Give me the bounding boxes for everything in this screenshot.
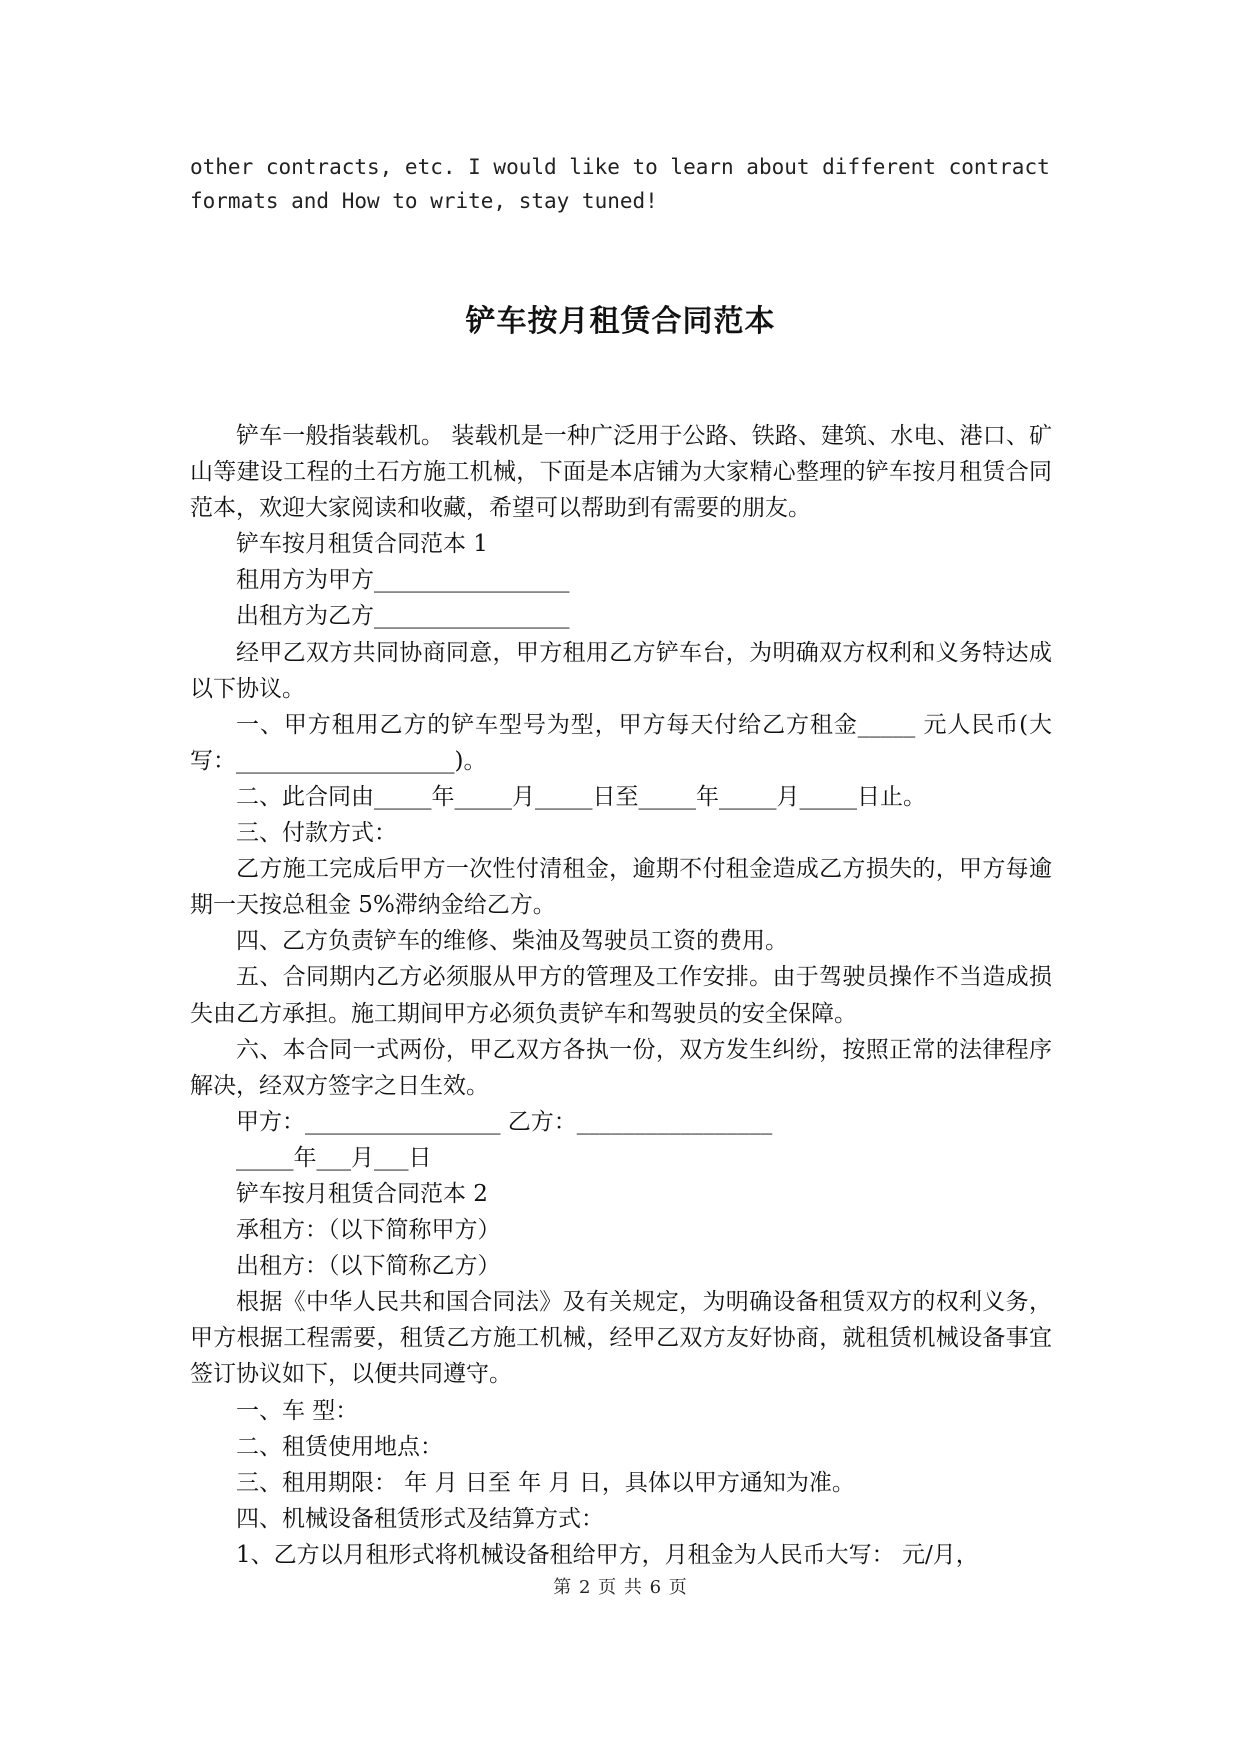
tenant-line: 承租方：（以下简称甲方） xyxy=(236,1217,501,1244)
signature-line: 甲方：_________________ 乙方：_________________ xyxy=(236,1108,773,1135)
date-line: _____年___月___日 xyxy=(236,1144,432,1171)
english-line-1: other contracts, etc. I would like to learn about different contract xyxy=(190,155,1050,179)
clause-5: 五、合同期内乙方必须服从甲方的管理及工作安排。由于驾驶员操作不当造成损失由乙方承担。施工期间甲方必须负责铲车和驾驶员的安全保障。 xyxy=(190,964,1052,1027)
item-settlement: 四、机械设备租赁形式及结算方式： xyxy=(236,1505,604,1532)
contract-body xyxy=(190,418,1052,1573)
lessee-line: 租用方为甲方_________________ xyxy=(236,567,570,594)
clause-4: 四、乙方负责铲车的维修、柴油及驾驶员工资的费用。 xyxy=(236,928,788,955)
clause-3-heading: 三、付款方式： xyxy=(236,820,397,847)
item-location: 二、租赁使用地点： xyxy=(236,1433,443,1460)
english-line-2: formats and How to write, stay tuned! xyxy=(190,189,658,213)
clause-1: 一、甲方租用乙方的铲车型号为型，甲方每天付给乙方租金_____ 元人民币(大写：___________________)。 xyxy=(190,711,1052,774)
clause-2: 二、此合同由_____年_____月_____日至_____年_____月_____日止。 xyxy=(236,783,926,810)
page-footer: 第 2 页 共 6 页 xyxy=(553,1577,688,1598)
landlord-line: 出租方：（以下简称乙方） xyxy=(236,1253,501,1280)
item-vehicle-type: 一、车 型： xyxy=(236,1397,359,1424)
legal-basis-paragraph: 根据《中华人民共和国合同法》及有关规定，为明确设备租赁双方的权利义务，甲方根据工程需要，租赁乙方施工机械，经甲乙双方友好协商，就租赁机械设备事宜签订协议如下，以便共同遵守。 xyxy=(190,1289,1052,1388)
clause-6: 六、本合同一式两份，甲乙双方各执一份，双方发生纠纷，按照正常的法律程序解决，经双方签字之日生效。 xyxy=(190,1036,1052,1099)
intro-paragraph: 铲车一般指装载机。 装载机是一种广泛用于公路、铁路、建筑、水电、港口、矿山等建设工程的土石方施工机械，下面是本店铺为大家精心整理的铲车按月租赁合同范本，欢迎大家阅读和收藏，希望可以帮助到有需要的朋友。 xyxy=(190,423,1052,522)
sample-2-heading: 铲车按月租赁合同范本 2 xyxy=(236,1180,488,1207)
document-title: 铲车按月租赁合同范本 xyxy=(465,304,776,339)
sample-1-heading: 铲车按月租赁合同范本 1 xyxy=(236,531,488,558)
item-term: 三、租用期限： 年 月 日至 年 月 日，具体以甲方通知为准。 xyxy=(236,1469,855,1496)
clause-3-body: 乙方施工完成后甲方一次性付清租金，逾期不付租金造成乙方损失的，甲方每逾期一天按总租金 5%滞纳金给乙方。 xyxy=(190,856,1052,919)
item-monthly-rent: 1、乙方以月租形式将机械设备租给甲方，月租金为人民币大写： 元/月， xyxy=(236,1541,979,1568)
english-intro xyxy=(190,150,1070,218)
agreement-paragraph: 经甲乙双方共同协商同意，甲方租用乙方铲车台，为明确双方权利和义务特达成以下协议。 xyxy=(190,639,1052,702)
lessor-line: 出租方为乙方_________________ xyxy=(236,603,570,630)
